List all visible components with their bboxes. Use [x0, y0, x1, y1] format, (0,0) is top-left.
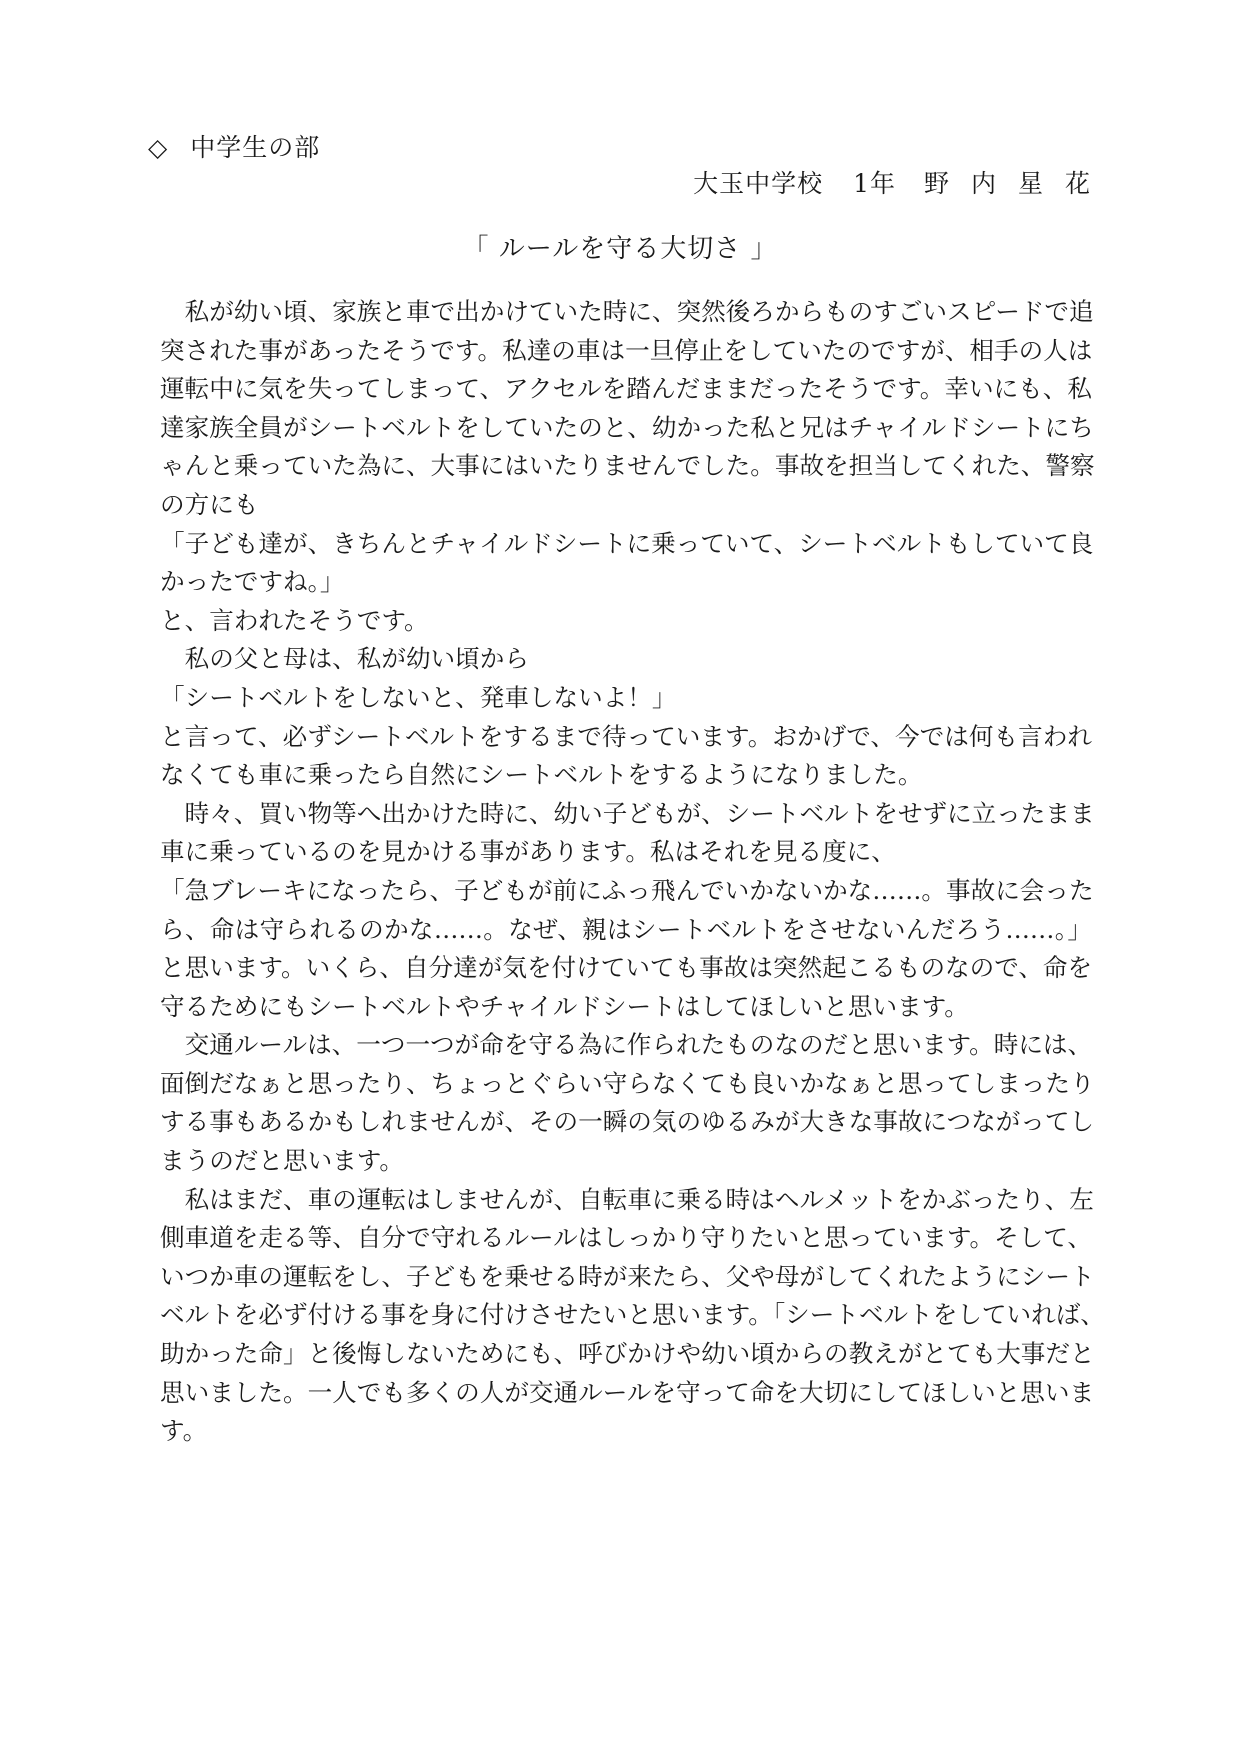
essay-line: ベルトを必ず付ける事を身に付けさせたいと思います。「シートベルトをしていれば、 — [160, 1300, 1105, 1330]
essay-line: ら、命は守られるのかな……。なぜ、親はシートベルトをさせないんだろう……。」 — [160, 914, 1092, 944]
essay-line: 運転中に気を失ってしまって、アクセルを踏んだままだったそうです。幸いにも、私 — [160, 374, 1092, 404]
essay-line: 守るためにもシートベルトやチャイルドシートはしてほしいと思います。 — [160, 991, 969, 1021]
essay-line: 私の父と母は、私が幼い頃から — [184, 644, 529, 674]
essay-line: 思いました。一人でも多くの人が交通ルールを守って命を大切にしてほしいと思いま — [160, 1377, 1095, 1407]
essay-line: 車に乗っているのを見かける事があります。私はそれを見る度に、 — [160, 837, 896, 867]
essay-line: と思います。いくら、自分達が気を付けていても事故は突然起こるものなので、命を — [160, 953, 1093, 983]
essay-line: と、言われたそうです。 — [160, 605, 429, 635]
section-heading — [148, 128, 320, 164]
essay-line: 私はまだ、車の運転はしませんが、自転車に乗る時はヘルメットをかぶったり、左 — [184, 1184, 1094, 1214]
essay-line: 交通ルールは、一つ一つが命を守る為に作られたものなのだと思います。時には、 — [184, 1030, 1093, 1060]
essay-line: かったですね。」 — [160, 567, 345, 597]
essay-line: する事もあるかもしれませんが、その一瞬の気のゆるみが大きな事故につながってし — [160, 1107, 1095, 1137]
essay-line: 私が幼い頃、家族と車で出かけていた時に、突然後ろからものすごいスピードで追 — [184, 297, 1094, 326]
diamond-icon: ◇ — [148, 133, 169, 162]
school-name: 大玉中学校 — [693, 169, 824, 198]
essay-line: 助かった命」と後悔しないためにも、呼びかけや幼い頃からの教えがとても大事だと — [160, 1339, 1095, 1369]
essay-line: いつか車の運転をし、子どもを乗せる時が来たら、父や母がしてくれたようにシート — [160, 1261, 1095, 1291]
essay-line: 達家族全員がシートベルトをしていたのと、幼かった私と兄はチャイルドシートにち — [160, 412, 1094, 442]
essay-title: 「 ルールを守る大切さ 」 — [462, 234, 778, 264]
essay-line: す。 — [160, 1416, 208, 1446]
author-line — [693, 164, 1112, 200]
student-grade: 1年 — [853, 169, 896, 198]
essay-line: 側車道を走る等、自分で守れるルールはしっかり守りたいと思っています。そして、 — [160, 1223, 1092, 1253]
essay-body — [160, 293, 1105, 1451]
essay-line: 時々、買い物等へ出かけた時に、幼い子どもが、シートベルトをせずに立ったまま — [184, 798, 1095, 828]
essay-line: 「シートベルトをしないと、発車しないよ！」 — [160, 682, 677, 712]
essay-line: の方にも — [160, 489, 259, 519]
essay-line: 「急ブレーキになったら、子どもが前にふっ飛んでいかないかな……。事故に会った — [160, 875, 1094, 905]
essay-line: 面倒だなぁと思ったり、ちょっとぐらい守らなくても良いかなぁと思ってしまったり — [160, 1068, 1095, 1098]
essay-line: と言って、必ずシートベルトをするまで待っています。おかげで、今では何も言われ — [160, 721, 1092, 751]
student-name: 野内星花 — [923, 169, 1112, 198]
section-label: 中学生の部 — [190, 133, 321, 162]
essay-line: 「子ども達が、きちんとチャイルドシートに乗っていて、シートベルトもしていて良 — [160, 528, 1094, 558]
essay-line: まうのだと思います。 — [160, 1146, 404, 1176]
essay-line: なくても車に乗ったら自然にシートベルトをするようになりました。 — [160, 760, 923, 790]
essay-line: ゃんと乗っていた為に、大事にはいたりませんでした。事故を担当してくれた、警察 — [160, 451, 1095, 481]
essay-line: 突された事があったそうです。私達の車は一旦停止をしていたのですが、相手の人は — [160, 335, 1093, 365]
